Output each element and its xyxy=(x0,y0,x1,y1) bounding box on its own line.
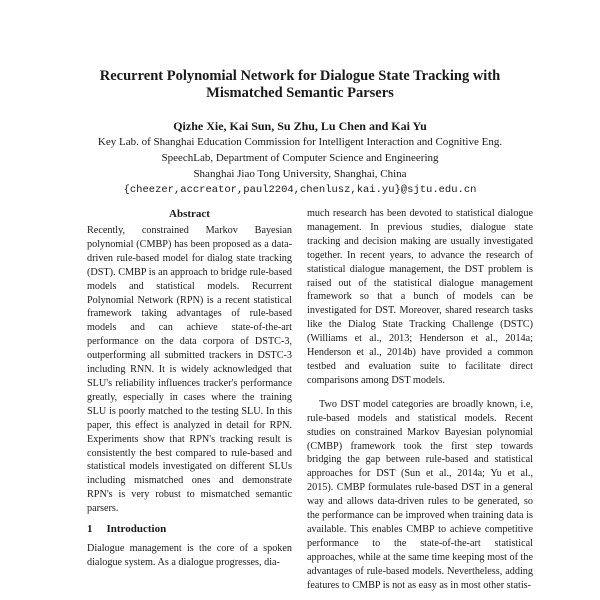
affiliation-line: SpeechLab, Department of Computer Science and Engineering xyxy=(161,152,439,164)
section-number: 1 xyxy=(87,523,93,536)
paper-title: Recurrent Polynomial Network for Dialogue State Tracking with Mismatched Semantic Parsers xyxy=(99,68,501,101)
abstract-text: Recently, constrained Markov Bayesian polynomial (CMBP) has been proposed as a data-driven rule-based model for dialog state tracking (DST). CMBP is an approach to bridge rule-based models and statistical models. Recurrent Polynomial Network (RPN) is a recent statistical framework taking advantages of rule-based models and can achieve state-of-the-art performance on the data corpora of DSTC-3, outperforming all submitted trackers in DSTC-3 including RNN. It is widely acknowledged that SLU's reliability influences tracker's performance greatly, especially in cases where the training SLU is poorly matched to the testing SLU. In this paper, this effect is analyzed in detail for RPN. Experiments show that RPN's tracking result is consistently the best compared to rule-based and statistical models investigated on different SLUs including mismatched ones and demonstrate RPN's is very robust to mismatched semantic parsers. xyxy=(87,225,292,515)
introduction-paragraph: Two DST model categories are broadly known, i.e, rule-based models and statistical models. Recent studies on constrained Markov Bayesian polynomial (CMBP) framework took the first step towards bridging the gap between rule-based and statistical approaches for DST (Sun et al., 2014a; Yu et al., 2015). CMBP formulates rule-based DST in a general way and allows data-driven rules to be generated, so the performance can be improved when training data is available. This enables CMBP to achieve competitive performance to the state-of-the-art statistical approaches, while at the same time keeping most of the advantages of rule-based models. Nevertheless, adding features to CMBP is not as easy as in most other statis- xyxy=(307,398,533,591)
affiliation-line: Key Lab. of Shanghai Education Commission for Intelligent Interaction and Cognitive Eng. xyxy=(97,136,503,148)
author-list: Qizhe Xie, Kai Sun, Su Zhu, Lu Chen and Kai Yu xyxy=(173,119,427,133)
affiliation-block xyxy=(40,134,560,198)
section-title: Introduction xyxy=(106,523,167,536)
right-column xyxy=(307,207,533,592)
section-heading-introduction xyxy=(87,522,292,536)
author-emails: {cheezer,accreator,paul2204,chenlusz,kai.yu}@sjtu.edu.cn xyxy=(123,184,477,196)
left-column xyxy=(87,207,292,570)
introduction-text-left: Dialogue management is the core of a spoken dialogue system. As a dialogue progresses, dia- xyxy=(87,543,292,568)
affiliation-line: Shanghai Jiao Tong University, Shanghai, China xyxy=(193,168,407,180)
introduction-paragraph: much research has been devoted to statistical dialogue management. In previous studies, dialogue state tracking and decision making are usually investigated together. In recent years, to advance the research of statistical dialogue management, the DST problem is raised out of the statistical dialogue management framework so that a bunch of models can be investigated for DST. Moreover, shared research tasks like the Dialog State Tracking Challenge (DSTC) (Williams et al., 2013; Henderson et al., 2014a; Henderson et al., 2014b) have provided a common testbed and evaluation suite to facilitate direct comparisons among DST models. xyxy=(307,208,533,386)
abstract-heading: Abstract xyxy=(169,208,210,220)
